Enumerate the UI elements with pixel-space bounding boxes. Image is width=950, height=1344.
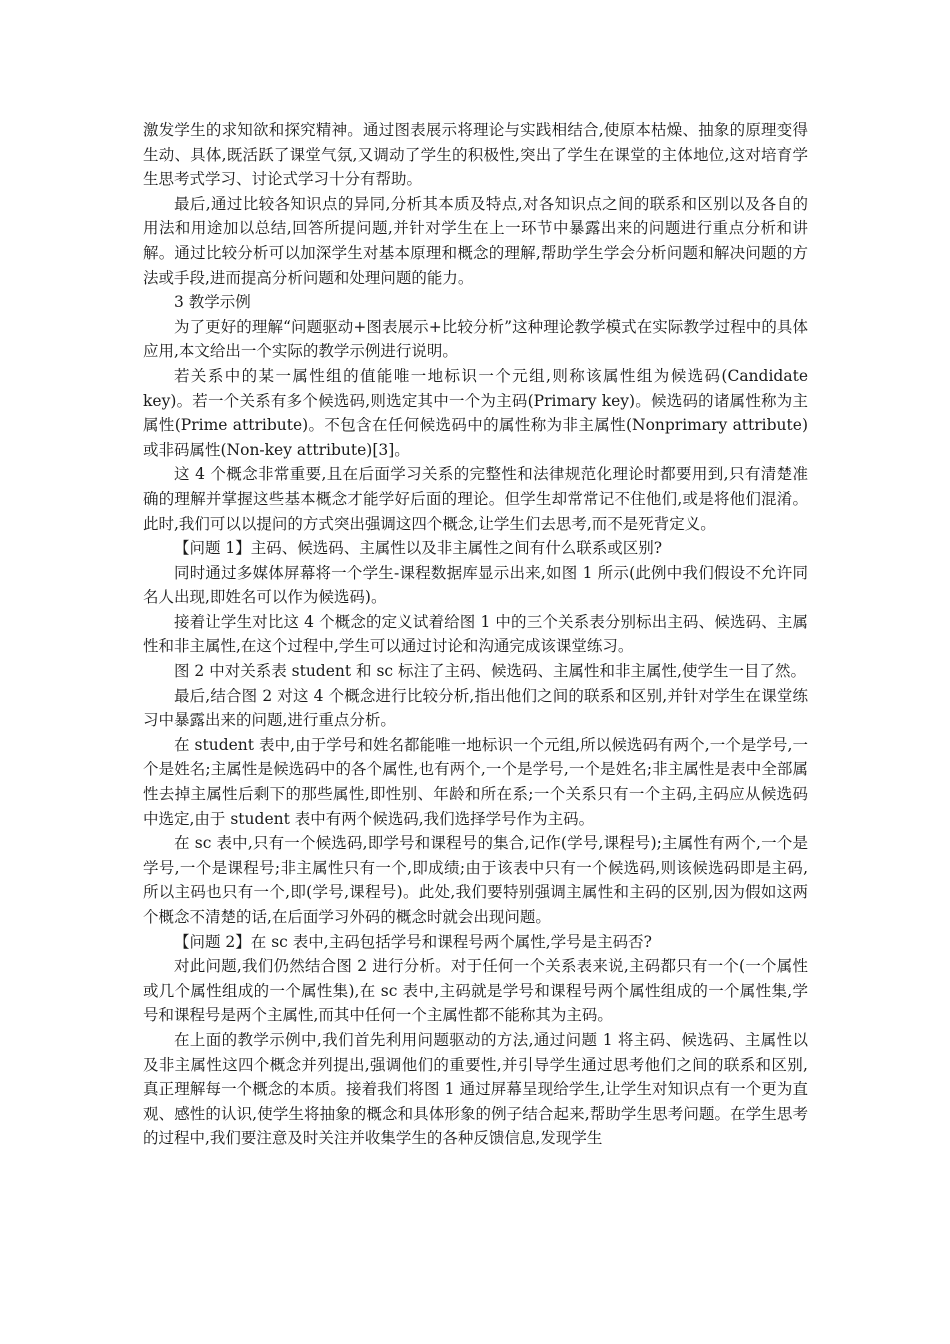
paragraph: 同时通过多媒体屏幕将一个学生-课程数据库显示出来,如图 1 所示(此例中我们假设不允许同名人出现,即姓名可以作为候选码)。	[143, 563, 808, 607]
paragraph: 若关系中的某一属性组的值能唯一地标识一个元组,则称该属性组为候选码(Candidate key)。若一个关系有多个候选码,则选定其中一个为主码(Primary key)。候选码的诸属性称为主属性(Prime attribute)。不包含在任何候选码中的属性称为非主属性(Nonprimary attribute)或非码属性(Non-key attribute)[3]。	[143, 366, 808, 459]
paragraph: 图 2 中对关系表 student 和 sc 标注了主码、候选码、主属性和非主属性,使学生一目了然。	[174, 662, 806, 681]
paragraph: 这 4 个概念非常重要,且在后面学习关系的完整性和法律规范化理论时都要用到,只有清楚准确的理解并掌握这些基本概念才能学好后面的理论。但学生却常常记不住他们,或是将他们混淆。此时,我们可以以提问的方式突出强调这四个概念,让学生们去思考,而不是死背定义。	[143, 465, 808, 533]
question-2: 【问题 2】在 sc 表中,主码包括学号和课程号两个属性,学号是主码否?	[174, 932, 652, 951]
section-heading: 3 教学示例	[174, 293, 251, 312]
question-1: 【问题 1】主码、候选码、主属性以及非主属性之间有什么联系或区别?	[174, 539, 663, 558]
document-body	[143, 118, 808, 1151]
paragraph: 最后,结合图 2 对这 4 个概念进行比较分析,指出他们之间的联系和区别,并针对学生在课堂练习中暴露出来的问题,进行重点分析。	[143, 686, 808, 730]
paragraph: 在 student 表中,由于学号和姓名都能唯一地标识一个元组,所以候选码有两个,一个是学号,一个是姓名;主属性是候选码中的各个属性,也有两个,一个是学号,一个是姓名;非主属性是表中全部属性去掉主属性后剩下的那些属性,即性别、年龄和所在系;一个关系只有一个主码,主码应从候选码中选定,由于 student 表中有两个候选码,我们选择学号作为主码。	[143, 735, 808, 828]
paragraph: 在上面的教学示例中,我们首先利用问题驱动的方法,通过问题 1 将主码、候选码、主属性以及非主属性这四个概念并列提出,强调他们的重要性,并引导学生通过思考他们之间的联系和区别,真正理解每一个概念的本质。接着我们将图 1 通过屏幕呈现给学生,让学生对知识点有一个更为直观、感性的认识,使学生将抽象的概念和具体形象的例子结合起来,帮助学生思考问题。在学生思考的过程中,我们要注意及时关注并收集学生的各种反馈信息,发现学生	[143, 1030, 808, 1148]
paragraph-continuation: 激发学生的求知欲和探究精神。通过图表展示将理论与实践相结合,使原本枯燥、抽象的原理变得生动、具体,既活跃了课堂气氛,又调动了学生的积极性,突出了学生在课堂的主体地位,这对培育学生思考式学习、讨论式学习十分有帮助。	[143, 121, 808, 189]
paragraph: 对此问题,我们仍然结合图 2 进行分析。对于任何一个关系表来说,主码都只有一个(一个属性或几个属性组成的一个属性集),在 sc 表中,主码就是学号和课程号两个属性组成的一个属性集,学号和课程号是两个主属性,而其中任何一个主属性都不能称其为主码。	[143, 957, 808, 1025]
paragraph: 接着让学生对比这 4 个概念的定义试着给图 1 中的三个关系表分别标出主码、候选码、主属性和非主属性,在这个过程中,学生可以通过讨论和沟通完成该课堂练习。	[143, 612, 808, 656]
paragraph: 最后,通过比较各知识点的异同,分析其本质及特点,对各知识点之间的联系和区别以及各自的用法和用途加以总结,回答所提问题,并针对学生在上一环节中暴露出来的问题进行重点分析和讲解。通过比较分析可以加深学生对基本原理和概念的理解,帮助学生学会分析问题和解决问题的方法或手段,进而提高分析问题和处理问题的能力。	[143, 194, 808, 287]
paragraph: 在 sc 表中,只有一个候选码,即学号和课程号的集合,记作(学号,课程号);主属性有两个,一个是学号,一个是课程号;非主属性只有一个,即成绩;由于该表中只有一个候选码,则该候选码即是主码,所以主码也只有一个,即(学号,课程号)。此处,我们要特别强调主属性和主码的区别,因为假如这两个概念不清楚的话,在后面学习外码的概念时就会出现问题。	[143, 834, 808, 926]
paragraph: 为了更好的理解“问题驱动+图表展示+比较分析”这种理论教学模式在实际教学过程中的具体应用,本文给出一个实际的教学示例进行说明。	[143, 317, 808, 361]
